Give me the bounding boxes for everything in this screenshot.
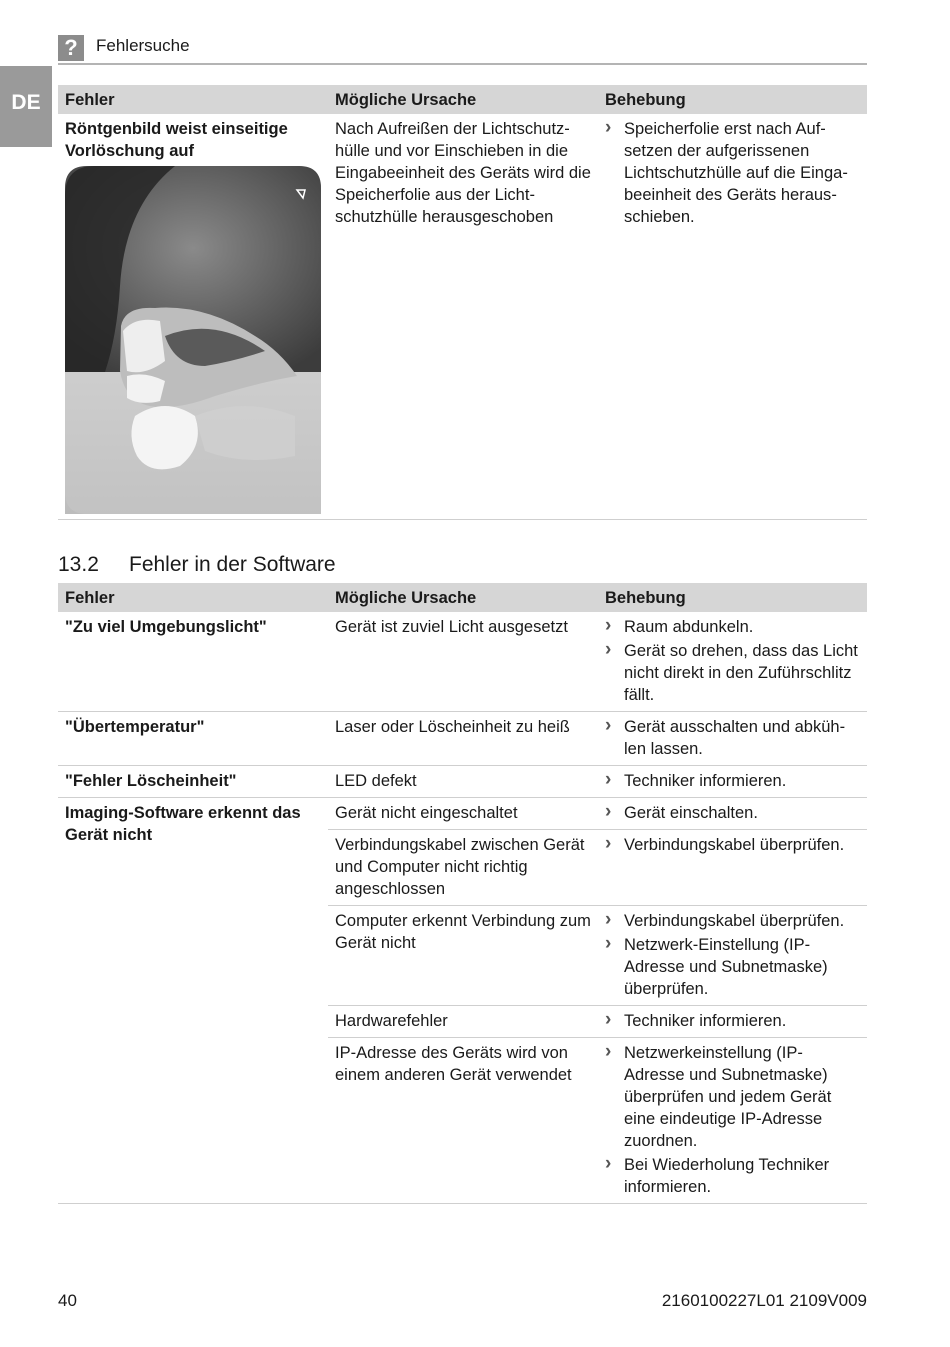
behebung-item: › Verbindungskabel überprüfen. (605, 910, 861, 932)
language-tab: DE (0, 66, 52, 147)
document-id: 2160100227L01 2109V009 (661, 1291, 867, 1310)
ursache-cell: Verbindungskabel zwischen Gerät und Computer nicht richtig angeschlossen (328, 830, 598, 906)
column-header-fehler: Fehler (58, 85, 328, 114)
ursache-cell: LED defekt (328, 766, 598, 798)
ursache-cell: Gerät ist zuviel Licht ausgesetzt (328, 612, 598, 712)
behebung-item: › Raum abdunkeln. (605, 616, 861, 638)
behebung-item: › Gerät ausschalten und abkühlen lassen. (605, 716, 861, 760)
column-header-ursache: Mögliche Ursache (328, 85, 598, 114)
behebung-item: › Speicherfolie erst nach Aufsetzen der aufgerissenen Lichtschutzhülle auf die Eingabeeinheit des Geräts herausschieben. (605, 118, 861, 228)
behebung-cell (598, 906, 867, 1006)
table-row (58, 766, 867, 798)
behebung-item: › Bei Wiederholung Techniker informieren. (605, 1154, 861, 1198)
behebung-cell (598, 830, 867, 906)
behebung-cell (598, 766, 867, 798)
section-number: 13.2 (58, 553, 99, 576)
fehler-cell: "Fehler Löscheinheit" (58, 766, 328, 798)
behebung-item: › Gerät so drehen, dass das Licht nicht direkt in den Zuführschlitz fällt. (605, 640, 861, 706)
fehler-cell: "Übertemperatur" (58, 712, 328, 766)
behebung-item: › Verbindungskabel überprüfen. (605, 834, 861, 856)
section-title-text: Fehler in der Software (129, 553, 336, 576)
section-heading (58, 553, 336, 577)
header-divider (58, 63, 867, 65)
table-row (58, 712, 867, 766)
behebung-cell (598, 798, 867, 830)
behebung-item: › Techniker informieren. (605, 1010, 861, 1032)
header-title: Fehlersuche (96, 36, 190, 55)
table-row (58, 798, 867, 830)
page-number: 40 (58, 1291, 77, 1310)
column-header-ursache: Mögliche Ursache (328, 583, 598, 612)
behebung-cell (598, 612, 867, 712)
ursache-cell: Computer erkennt Verbindung zum Gerät nicht (328, 906, 598, 1006)
xray-image (65, 166, 321, 514)
table-row (58, 114, 867, 520)
behebung-cell (598, 1006, 867, 1038)
error-table-2 (58, 583, 867, 1204)
behebung-item: › Gerät einschalten. (605, 802, 861, 824)
behebung-cell (598, 114, 867, 520)
ursache-cell: Laser oder Löscheinheit zu heiß (328, 712, 598, 766)
fehler-cell: "Zu viel Umgebungslicht" (58, 612, 328, 712)
ursache-cell: IP-Adresse des Geräts wird von einem anderen Gerät verwendet (328, 1038, 598, 1204)
behebung-cell (598, 712, 867, 766)
ursache-cell: Gerät nicht eingeschaltet (328, 798, 598, 830)
fehler-cell (58, 114, 328, 520)
behebung-item: › Techniker informieren. (605, 770, 861, 792)
column-header-behebung: Behebung (598, 85, 867, 114)
behebung-item: › Netzwerkeinstellung (IP-Adresse und Subnetmaske) überprüfen und jedem Gerät eine eindeutige IP-Adresse zuordnen. (605, 1042, 861, 1152)
column-header-behebung: Behebung (598, 583, 867, 612)
column-header-fehler: Fehler (58, 583, 328, 612)
table-header-row (58, 85, 867, 114)
ursache-cell: Nach Aufreißen der Lichtschutzhülle und vor Einschieben in die Eingabeeinheit des Geräts wird die Speicherfolie aus der Lichtschutzhülle herausgeschoben (328, 114, 598, 520)
behebung-item: › Netzwerk-Einstellung (IP-Adresse und Subnetmaske) überprüfen. (605, 934, 861, 1000)
fehler-cell: Imaging-Software erkennt das Gerät nicht (58, 798, 328, 1204)
ursache-cell: Hardwarefehler (328, 1006, 598, 1038)
table-row (58, 612, 867, 712)
behebung-cell (598, 1038, 867, 1204)
table-header-row (58, 583, 867, 612)
error-table-1 (58, 85, 867, 520)
fehler-text: Röntgenbild weist einseitige Vorlöschung auf (65, 120, 288, 160)
question-icon: ? (58, 35, 84, 61)
